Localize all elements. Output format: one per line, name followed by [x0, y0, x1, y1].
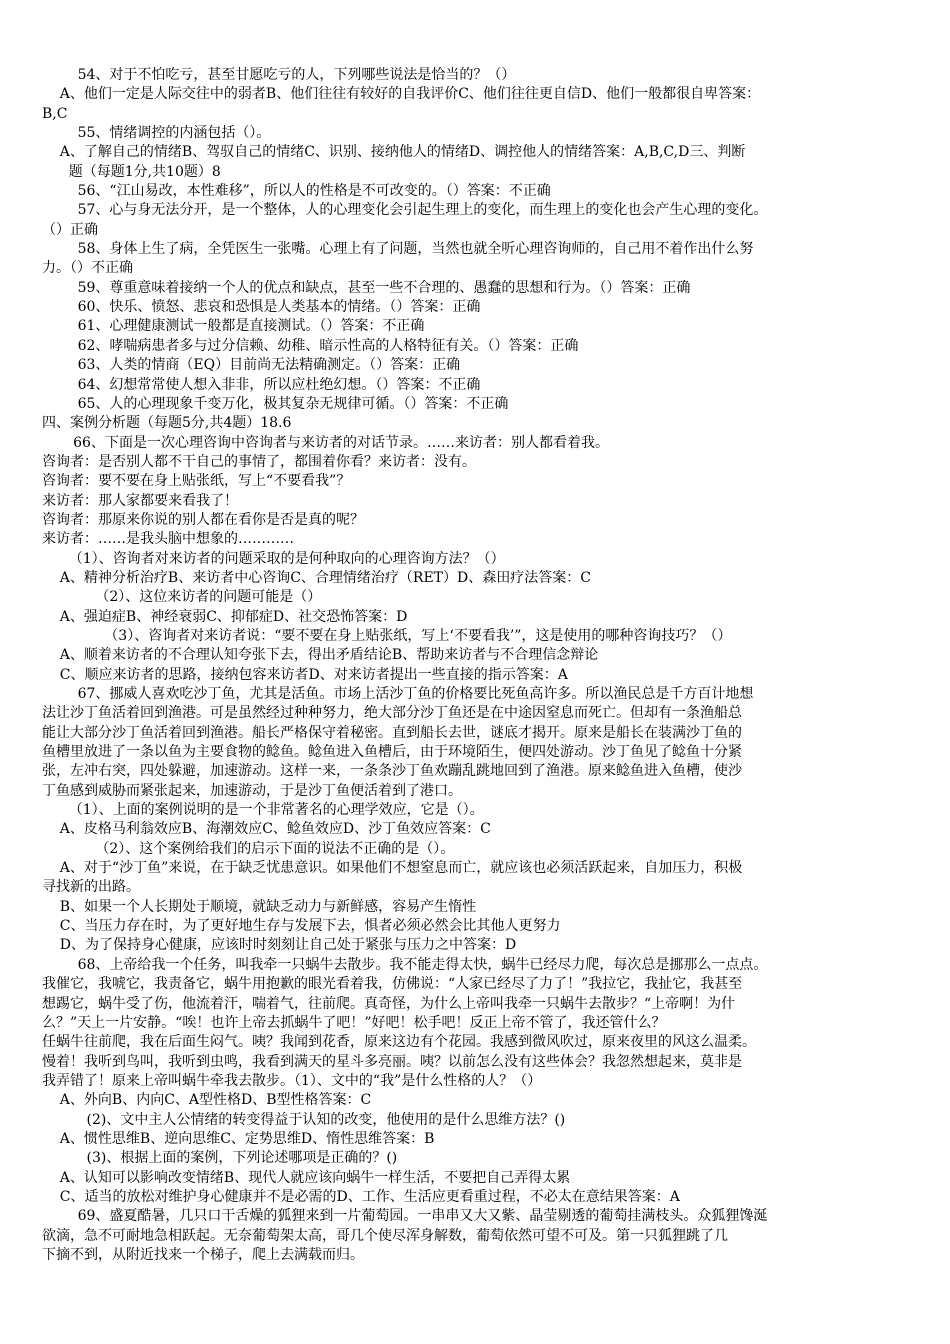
text-line: A、对于“沙丁鱼”来说，在于缺乏忧患意识。如果他们不想窒息而亡，就应该也必须活跃起来，自加压力，积极 — [42, 860, 743, 877]
text-line: 65、人的心理现象千变万化，极其复杂无规律可循。（）答案：不正确 — [42, 395, 509, 412]
text-line: 欲滴，急不可耐地急相跃起。无奈葡萄架太高，哥几个使尽浑身解数，葡萄依然可望不可及。第一只狐狸跳了几 — [42, 1227, 728, 1244]
text-line: 丁鱼感到威胁而紧张起来，加速游动，于是沙丁鱼便活着到了港口。 — [42, 782, 462, 799]
text-line: C、适当的放松对维护身心健康并不是必需的D、工作、生活应更看重过程，不必太在意结果答案：A — [42, 1188, 680, 1205]
text-line: 68、上帝给我一个任务，叫我牵一只蜗牛去散步。我不能走得太快，蜗牛已经尽力爬，每次总是挪那么一点点。 — [42, 956, 768, 973]
text-line: A、精神分析治疗B、来访者中心咨询C、合理情绪治疗（RET）D、森田疗法答案：C — [42, 569, 591, 586]
text-line: 慢着！我听到鸟叫，我听到虫鸣，我看到满天的星斗多亮丽。咦？以前怎么没有这些体会？我忽然想起来，莫非是 — [42, 1053, 742, 1070]
text-line: 58、身体上生了病，全凭医生一张嘴。心理上有了问题，当然也就全听心理咨询师的，自己用不着作出什么努 — [42, 241, 754, 258]
text-line: 66、下面是一次心理咨询中咨询者与来访者的对话节录。……来访者：别人都看着我。 — [42, 434, 609, 451]
text-line: 想踢它，蜗牛受了伤，他流着汗，喘着气，往前爬。真奇怪，为什么上帝叫我牵一只蜗牛去散步？“上帝啊！为什 — [42, 995, 736, 1012]
text-line: B、如果一个人长期处于顺境，就缺乏动力与新鲜感，容易产生惰性 — [42, 898, 477, 915]
text-line: （1）、上面的案例说明的是一个非常著名的心理学效应，它是（）。 — [42, 802, 484, 819]
text-line: 55、情绪调控的内涵包括（）。 — [42, 125, 271, 142]
text-line: 69、盛夏酷暑，几只口干舌燥的狐狸来到一片葡萄园。一串串又大又紫、晶莹剔透的葡萄挂满枝头。众狐狸馋涎 — [42, 1208, 768, 1225]
text-line: 67、挪威人喜欢吃沙丁鱼，尤其是活鱼。市场上活沙丁鱼的价格要比死鱼高许多。所以渔民总是千方百计地想 — [42, 686, 754, 702]
text-line: 咨询者：是否别人都不干自己的事情了，都围着你看？来访者：没有。 — [42, 453, 476, 470]
text-line: A、顺着来访者的不合理认知夸张下去，得出矛盾结论B、帮助来访者与不合理信念辩论 — [42, 647, 599, 664]
text-line: B,C — [42, 105, 68, 122]
text-line: C、顺应来访者的思路，接纳包容来访者D、对来访者提出一些直接的指示答案：A — [42, 666, 568, 683]
document-page — [42, 66, 922, 1265]
text-line: 63、人类的情商（EQ）目前尚无法精确测定。（）答案：正确 — [42, 357, 461, 374]
text-line: 法让沙丁鱼活着回到渔港。可是虽然经过种种努力，绝大部分沙丁鱼还是在中途因窒息而死亡。但却有一条渔船总 — [42, 705, 742, 722]
text-line: 题（每题1分,共10题）8 — [42, 163, 221, 180]
text-line: 四、案例分析题（每题5分,共4题）18.6 — [42, 415, 292, 432]
text-line: A、皮格马利翁效应B、海潮效应C、鲶鱼效应D、沙丁鱼效应答案：C — [42, 821, 491, 838]
text-line: （1）、咨询者对来访者的问题采取的是何种取向的心理咨询方法？（） — [42, 550, 505, 567]
text-line: 下摘不到，从附近找来一个梯子，爬上去满载而归。 — [42, 1246, 364, 1263]
text-line: 60、快乐、愤怒、悲哀和恐惧是人类基本的情绪。（）答案：正确 — [42, 299, 481, 316]
text-line: A、认知可以影响改变情绪B、现代人就应该向蜗牛一样生活，不要把自己弄得太累 — [42, 1169, 571, 1186]
text-line: （3）、咨询者对来访者说：“要不要在身上贴张纸，写上‘不要看我’”，这是使用的哪种咨询技巧？（） — [42, 627, 732, 644]
text-line: 寻找新的出路。 — [42, 879, 140, 896]
text-line: 57、心与身无法分开，是一个整体，人的心理变化会引起生理上的变化，而生理上的变化也会产生心理的变化。 — [42, 202, 768, 219]
text-line: 64、幻想常常使人想入非非，所以应杜绝幻想。（）答案：不正确 — [42, 376, 481, 393]
text-line: 么？”天上一片安静。“唉！也许上帝去抓蜗牛了吧！”好吧！松手吧！反正上帝不管了，我还管什么？ — [42, 1014, 666, 1031]
text-line: C、当压力存在时，为了更好地生存与发展下去，惧者必须必然会比其他人更努力 — [42, 918, 561, 935]
text-line: A、惯性思维B、逆向思维C、定势思维D、惰性思维答案：B — [42, 1130, 435, 1147]
text-line: 张，左冲右突，四处躲避，加速游动。这样一来，一条条沙丁鱼欢蹦乱跳地回到了渔港。原来鲶鱼进入鱼槽，使沙 — [42, 763, 742, 780]
text-line: A、外向B、内向C、A型性格D、B型性格答案：C — [42, 1092, 372, 1109]
text-line: A、了解自己的情绪B、驾驭自己的情绪C、识别、接纳他人的情绪D、调控他人的情绪答案：A,B,C,D三、判断 — [42, 144, 746, 161]
text-line: 力。（）不正确 — [42, 260, 133, 277]
text-line: 咨询者：那原来你说的别人都在看你是否是真的呢？ — [42, 511, 364, 528]
text-line: 62、哮喘病患者多与过分信赖、幼稚、暗示性高的人格特征有关。（）答案：正确 — [42, 337, 579, 354]
text-line: 鱼槽里放进了一条以鱼为主要食物的鲶鱼。鲶鱼进入鱼槽后，由于环境陌生，便四处游动。沙丁鱼见了鲶鱼十分紧 — [42, 744, 742, 761]
text-line: (2)、文中主人公情绪的转变得益于认知的改变，他使用的是什么思维方法？() — [42, 1111, 566, 1128]
text-line: 56、“江山易改，本性难移”，所以人的性格是不可改变的。（）答案：不正确 — [42, 183, 551, 200]
text-line: A、他们一定是人际交往中的弱者B、他们往往有较好的自我评价C、他们往往更自信D、他们一般都很自卑答案： — [42, 86, 761, 103]
text-line: 54、对于不怕吃亏，甚至甘愿吃亏的人，下列哪些说法是恰当的？（） — [42, 67, 516, 83]
text-line: 我弄错了！原来上帝叫蜗牛牵我去散步。（1）、文中的“我”是什么性格的人？（） — [42, 1072, 542, 1089]
text-line: A、强迫症B、神经衰弱C、抑郁症D、社交恐怖答案：D — [42, 608, 408, 625]
text-line: 我催它，我唬它，我责备它，蜗牛用抱歉的眼光看着我，仿佛说：“人家已经尽了力了！”我拉它，我扯它，我甚至 — [42, 976, 743, 993]
text-line: 61、心理健康测试一般都是直接测试。（）答案：不正确 — [42, 318, 425, 335]
text-line: D、为了保持身心健康，应该时时刻刻让自己处于紧张与压力之中答案：D — [42, 937, 517, 954]
text-line: 咨询者：要不要在身上贴张纸，写上“不要看我”？ — [42, 473, 351, 490]
text-line: （2）、这个案例给我们的启示下面的说法不正确的是（）。 — [42, 840, 455, 857]
text-line: 59、尊重意味着接纳一个人的优点和缺点，甚至一些不合理的、愚蠢的思想和行为。（）答案：正确 — [42, 279, 691, 296]
text-line: 来访者：那人家都要来看我了！ — [42, 492, 238, 509]
text-line: （2）、这位来访者的问题可能是（） — [42, 589, 322, 606]
text-line: 能让大部分沙丁鱼活着回到渔港。船长严格保守着秘密。直到船长去世，谜底才揭开。原来是船长在装满沙丁鱼的 — [42, 724, 742, 741]
text-line: (3)、根据上面的案例，下列论述哪项是正确的？() — [42, 1150, 398, 1167]
text-line: （）正确 — [42, 221, 98, 238]
text-line: 任蜗牛往前爬，我在后面生闷气。咦？我闻到花香，原来这边有个花园。我感到微风吹过，原来夜里的风这么温柔。 — [42, 1034, 756, 1051]
text-line: 来访者：……是我头脑中想象的………… — [42, 531, 294, 548]
